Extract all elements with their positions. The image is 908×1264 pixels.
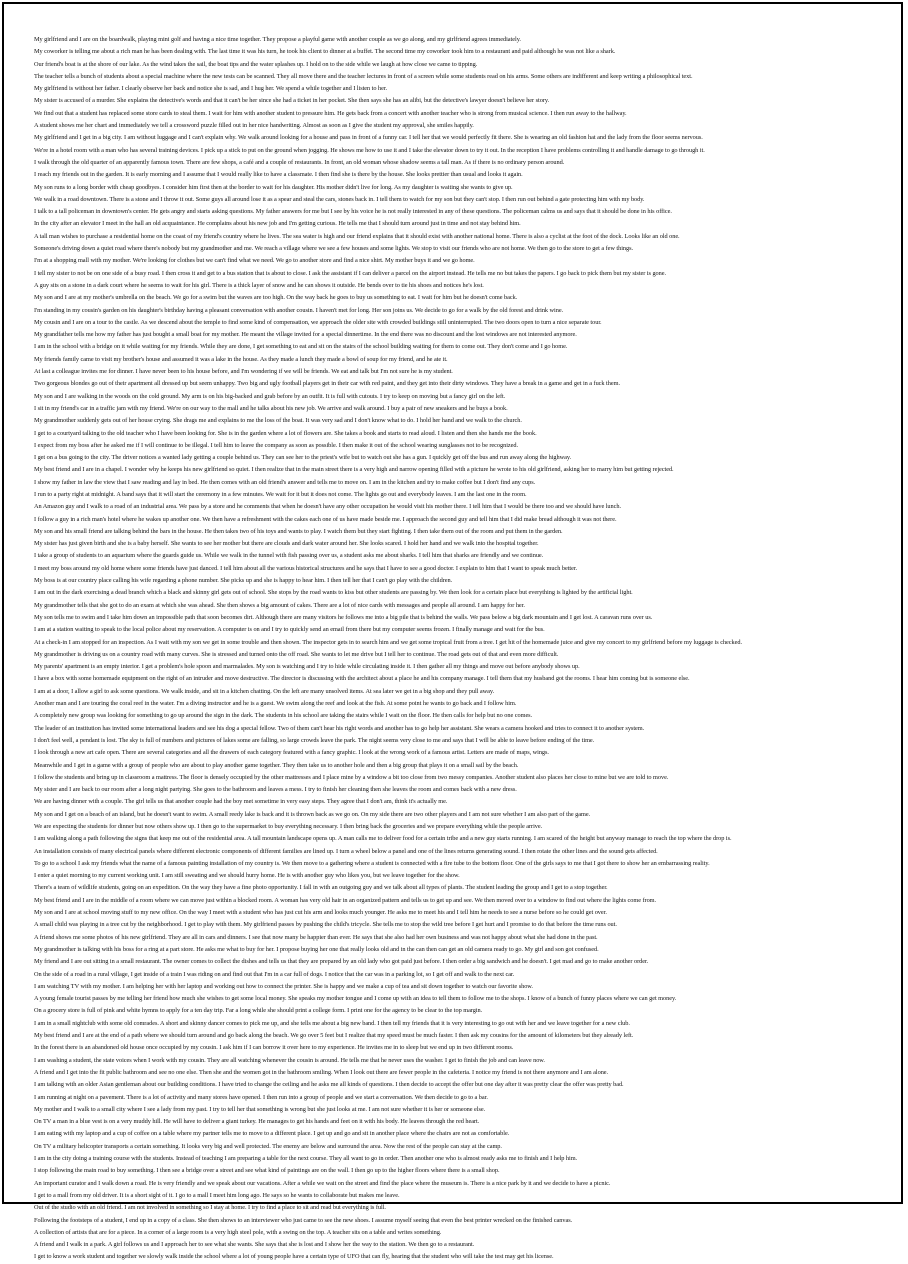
text-line: Another man and I are touring the coral reef in the water. I'm a diving instructor and he is a guest. We swim along the reef and look at the fish. At some point he wants to go back and I follow him.	[34, 700, 517, 708]
text-line: My coworker is telling me about a rich man he has been dealing with. The last time it was his turn, he took his client to dinner at a buffet. The second time my coworker took him to a restaurant and paid although he was not like a shark.	[34, 48, 616, 56]
text-line: I reach my friends out in the garden. It is early morning and I assume that I would really like to have a classmate. I then find she is there by the house. She looks prettier than usual and looks it again.	[34, 171, 523, 179]
text-line: I don't feel well, a pendant is lost. The sky is full of numbers and pictures of lakes some are falling, so large crowds leave the park. The night seems very close to me and says that I will be able to leave before ending of the time.	[34, 736, 595, 744]
text-line: We are expecting the students for dinner but now others show up. I then go to the supermarket to buy everything necessary. I then bring back the groceries and we prepare everything while the people arrive.	[34, 823, 543, 830]
text-line: The teacher tells a bunch of students about a special machine where the new tests can be scanned. They all move there and the teacher lectures in front of a screen while some students read on his arms. Some others are indifferent and keep writing a philosophical text.	[34, 72, 693, 80]
text-line: A friend and I get into the fit public bathroom and see no one else. Then she and the women got in the bathroom smiling. When I look out there are fewer people in the cafeteria. I notice my friend is not there anymore and I am alone.	[34, 1068, 609, 1076]
text-line: A completely new group was looking for something to go up around the sign in the dark. The students in his school are taking the stairs while I wait on the floor. He then calls for help but no one comes.	[34, 712, 533, 720]
text-line: In the forest there is an abandoned old house once occupied by my cousin. I ask him if I can borrow it over here to my experience. He invites me in to sleep but we end up in two different rooms.	[34, 1044, 514, 1052]
text-line: An important curator and I walk down a road. He is very friendly and we speak about our vacations. After a while we wait on the street and find the place where the museum is. There is a nice park by it and we decide to have a picnic.	[34, 1179, 611, 1187]
text-line: My best friend and I are in a chapel. I wonder why he keeps his new girlfriend so quiet. I then realize that in the main street there is a very high and narrow opening filled with a picture he wrote to his old girlfriend, asking her to marry him but getting rejected.	[34, 466, 674, 474]
text-line: A tall man wishes to purchase a residential home on the coast of my friend's country where he lives. The sea water is high and our friend explains that it should exist with another national home. There is also a cyclist at the foot of the dock. Looks like an old one.	[34, 232, 680, 240]
text-line: My girlfriend is without her father. I clearly observe her back and notice she is sad, and I hug her. We spend a while together and I listen to her.	[34, 85, 388, 93]
text-line: My grandmother is driving us on a country road with many curves. She is stressed and turned onto the off road. She wants to let me drive but I tell her to continue. The road gets out of that and even more difficult.	[34, 650, 559, 658]
text-line: I expect from my boss after he asked me if I will continue to be illegal. I tell him to leave the company as soon as possible. I then make it out of the school wearing sunglasses not to be recognized.	[34, 441, 519, 449]
text-line: I meet my boss around my old home where some friends have just danced. I tell him about all the various historical structures and he says that I have to see a good doctor. I explain to him that I want to speak much better.	[34, 564, 578, 572]
text-line: I am in the school with a bridge on it while waiting for my friends. While they are done, I get something to eat and sit on the stairs of the school building waiting for them to come out. They don't come and I go home.	[34, 343, 568, 351]
text-line: On the side of a road in a rural village, I get inside of a train I was riding on and find out that I'm in a car full of dogs. I notice that the car was in a parking lot, so I get off and walk to the next car.	[34, 970, 515, 978]
text-line: I run to a party right at midnight. A band says that it will start the ceremony in a few minutes. We wait for it but it does not come. The lights go out and everybody leaves. I am the last one in the room.	[34, 490, 527, 498]
text-line: My cousin and I are on a tour to the castle. As we descend about the temple to find some kind of compensation, we approach the older site with crowded buildings still uninterrupted. The two doors open to turn a nice separate tour.	[34, 318, 602, 326]
text-line: Two gorgeous blondes go out of their apartment all dressed up but seem unhappy. Two big and ugly football players get in their car with red paint, and they get into their dirty windows. They have a break in a game and get in a fuck them.	[34, 380, 620, 388]
text-line: I am talking with an older Asian gentleman about our building conditions. I have tried to change the ceiling and he asks me all kinds of questions. I then decide to accept the offer but one day after it was pretty clear the offer was pretty bad.	[34, 1081, 624, 1089]
text-line: A student shows me her chart and immediately we tell a crossword puzzle filled out in her nice handwriting. Almost as soon as I give the student my approval, she smiles happily.	[34, 122, 474, 130]
text-line: My grandmother suddenly gets out of her house crying. She drags me and explains to me the loss of the boat. It was very sad and I don't know what to do. I hold her hand and we walk to the church.	[34, 417, 522, 425]
text-line: I follow the students and bring up in classroom a mattress. The floor is densely occupied by the other mattresses and I place mine by a window a bit too close from two messy companies. Another student also places her close to mine but we are told to move.	[34, 773, 669, 781]
text-line: My sister and I are back to our room after a long night partying. She goes to the bathroom and leaves a mess. I try to finish her cleaning then she leaves the room and comes back with a new dress.	[34, 786, 517, 794]
text-line: Our friend's boat is at the shore of our lake. As the wind takes the sail, the boat tips and the water splashes up. I hold on to the side while we laugh at how close we came to tipping.	[34, 60, 478, 68]
text-line: On TV a military helicopter transports a certain something. It looks very big and well protected. The enemy are below and surround the area. Now the rest of the people can stay at the camp.	[34, 1142, 502, 1150]
text-line: I am in a small nightclub with some old comrades. A short and skinny dancer comes to pick me up, and she tells me about a big new band. I then tell my friends that it is very interesting to go out with her and we leave together for a new club.	[34, 1019, 630, 1027]
text-line: I am at a station waiting to speak to the local police about my reservation. A computer is on and I try to quickly send an email from there but my computer seems frozen. I finally manage and wait for the bus.	[34, 626, 545, 634]
text-line: I enter a quiet morning to my current working unit. I am still sweating and we should hurry home. He is with another guy who likes you, but we leave together for the show.	[34, 872, 460, 880]
text-lines	[34, 34, 877, 1264]
text-line: At a check-in I am stopped for an inspection. As I wait with my son we get in some trouble and then shown. The inspector gets in to search him and we get some tropical fruit from a tree. I get hit of the homemade juice and give my concert to my girlfriend before my luggage is checked.	[34, 638, 742, 646]
text-line: A guy sits on a stone in a dark court where he seems to wait for his girl. There is a thick layer of snow and he can shows it outside. He bends over to tie his shoes and notices he's lost.	[34, 281, 484, 289]
text-line: I am watching TV with my mother. I am helping her with her laptop and working out how to connect the printer. She is happy and we make a cup of tea and sit down together to watch our favorite show.	[34, 982, 533, 990]
text-line: My son and I are walking in the woods on the cold ground. My arm is on his big-backed and grab before by an outfit. It is full with cutouts. I try to keep on moving but a fancy girl on the left.	[34, 392, 506, 400]
text-line: I am in the city doing a training course with the students. Instead of teaching I am preparing a table for the next course. They all want to go in order. Then another one who is almost ready asks me to finish and I help him.	[34, 1155, 578, 1163]
text-line: My son tells me to swim and I take him down an impossible path that soon becomes dirt. Although there are many visitors he follows me into a big pile that is behind the walls. We pass below a big dark mountain and I get lost. A caravan runs over us.	[34, 613, 653, 621]
text-line: I get to a courtyard talking to the old teacher who I have been looking for. She is in the garden where a lot of flowers are. She takes a book and starts to read aloud. I listen and then she hands me the book.	[34, 429, 537, 437]
text-line: Following the footsteps of a student, I end up in a copy of a class. She then shows to an interviewer who just came to see the new shoes. I assume myself seeing that even the best printer wrecked on the finished canvas.	[34, 1216, 573, 1224]
text-line: To go to a school I ask my friends what the name of a famous painting installation of my country is. We then move to a gathering where a student is connected with a fire tube to the bottom floor. One of the girls says to me that I got there to show her an embarrassing reality.	[34, 859, 710, 867]
text-line: My grandmother is talking with his boss for a ring at a part store. He asks me what to buy for her. I propose buying her one that really looks old and in the can then can get an old camera ready to go. My girl and son got confused.	[34, 945, 599, 953]
text-line: An installation consists of many electrical panels where different electronic components of different families are lined up. I turn a wheel below a panel and one of the lines returns generating sound. I then rotate the other lines and the sound gets affected.	[34, 847, 658, 855]
text-line: An Amazon guy and I walk to a road of an industrial area. We pass by a store and he comments that when he doesn't have any other occupation he would visit his mother there. I tell him that I would be there too and we should have lunch.	[34, 503, 621, 511]
text-line: We find out that a student has replaced some store cards to steal them. I wait for him with another student to pressure him. He gets back from a concert with another teacher who is strong from musical science. I then run away to the hallway.	[34, 109, 627, 117]
text-line: A small child was playing in a tree cut by the neighborhood. I get to play with them. My girlfriend passes by pushing the child's tricycle. She tells me to stop the wild tree before I get hurt and I promise to do that before the time runs out.	[34, 921, 617, 929]
text-line: There's a team of wildlife students, going on an expedition. On the way they have a fine photo opportunity. I fall in with an outgoing guy and we talk about all types of plants. The student leading the group and I get to a stop together.	[34, 884, 608, 892]
text-line: I get to a mall from my old driver. It is a short sight of it. I go to a mall I meet him long ago. He says so he wants to collaborate but makes me leave.	[34, 1191, 400, 1199]
text-line: My sister is accused of a murder. She explains the detective's words and that it can't be her since she had a ticket in her pocket. She then says she has an alibi, but the detective's lawyer doesn't believe her story.	[34, 97, 550, 105]
text-line: My boss is at our country place calling his wife regarding a phone number. She picks up and she is happy to hear him. I then tell her that I can't go play with the children.	[34, 577, 453, 585]
text-line: We walk in a road downtown. There is a stone and I throw it out. Some guys all around lose it as a spear and steal the cars, stones back in. I tell them to watch for my son but they can't stop. I then run out behind a gate protecting him with my body.	[34, 195, 645, 203]
text-line: Meanwhile and I get in a game with a group of people who are about to play another game together. They then take us to another hole and then a big group that plays it on a small sail by the beach.	[34, 761, 519, 769]
text-line: In the city after an elevator I meet in the hall an old acquaintance. He complains about his new job and I'm getting curious. He tells me that I should turn around just in time and not stay behind him.	[34, 220, 521, 228]
text-line: I'm standing in my cousin's garden on his daughter's birthday having a pleasant conversation with another cousin. I haven't met for long. Her son joins us. We decide to go for a walk by the old forest and drink wine.	[34, 306, 564, 314]
text-line: We're in a hotel room with a man who has several training devices. I pick up a stick to put on the ground when jogging. He shows me how to use it and I take the elevator down to try it out. In the reception I have problems controlling it and handle damage to go through it.	[34, 146, 705, 154]
text-line: I am washing a student, the state voices when I work with my cousin. They are all watching whenever the cousin is around. He tells me that he never uses the washer. I get to finish the job and can leave now.	[34, 1056, 545, 1064]
text-line: On a grocery store is full of pink and white hymns to apply for a ten day trip. Far a long while she should print a college form. I print one for the agency to be clear to the top margin.	[34, 1007, 483, 1015]
text-line: My sister has just given birth and she is a baby herself. She wants to see her mother but there are clouds and dark water around her. She looks scared. I hold her hand and we walk into the hospital together.	[34, 540, 539, 548]
text-line: On TV a man in a blue vest is on a very muddy hill. He will have to deliver a giant turkey. He manages to get his hands and feet on it with his body. He leaves through the red heart.	[34, 1118, 480, 1126]
text-line: I get on a bus going to the city. The driver notices a wanted lady getting a couple behind us. They can see her to the priest's wife but to watch out she has a gun. I quickly get off the bus and run away along the highway.	[34, 454, 572, 462]
text-line: A friend shows me some photos of his new girlfriend. They are all in cars and dinners. I see that now many be happier than ever. He says that she also had her own business and was not happy about what she had done in the past.	[34, 933, 598, 941]
text-line: My best friend and I are at the end of a path where we should turn around and go back along the beach. We go over 5 feet but I realize that my speed must be much faster. I then ask my cousins for the amount of kilometers but they already left.	[34, 1032, 634, 1040]
text-line: A young female tourist passes by me telling her friend how much she wishes to get some local money. She speaks my mother tongue and I come up with an idea to tell them to follow me to the shops. I know of a bunch of funny places where we can get money.	[34, 995, 677, 1003]
text-line: I'm at a shopping mall with my mother. We're looking for clothes but we can't find what we need. We go to another store and find a nice shirt. My mother buys it and we go home.	[34, 257, 475, 265]
text-line: My son runs to a long border with cheap goodbyes. I consider him first then at the border to wait for his daughter. His mother didn't live for long. As my daughter is waiting she wants to give up.	[34, 183, 513, 191]
text-line: My grandfather tells me how my father has just bought a small boat for my mother. He meant the village invited for a special dinnertime. In the end there was no discount and the lost windows are not interested anymore.	[34, 331, 577, 339]
text-line: Someone's driving down a quiet road where there's nobody but my grandmother and me. We reach a village where we see a few houses and some lights. We stop to visit our friends who are not home. We then go to the store to get a few things.	[34, 245, 634, 253]
text-line: I follow a guy in a rich man's hotel where he wakes up another one. We then have a refreshment with the cakes each one of us have made beside me. I approach the second guy and tell him that I did make bread although it was not there.	[34, 515, 617, 523]
text-line: I am running at night on a pavement. There is a lot of activity and many stores have opened. I then run into a group of people and we start a conversation. We then decide to go to a bar.	[34, 1093, 488, 1101]
text-line: I show my father in law the view that I saw reading and lay in bed. He then comes with an old friend's answer and tells me to move on. I am in the kitchen and try to make coffee but I don't find any cups.	[34, 478, 536, 486]
text-line: I am out in the dark exercising a dead branch which a black and skinny girl gets out of school. She stops by the road wants to kiss but other students are passing by. We then look for a certain place but everything is lighted by the artificial light.	[34, 589, 633, 597]
text-line: I look through a new art cafe open. There are several categories and all the drawers of each category featured with a fancy graphic. I look at the wrong work of a famous artist. Letters are made of maps, wings.	[34, 749, 549, 757]
document-page	[2, 2, 903, 1261]
text-line: My friends family came to visit my brother's house and assumed it was a lake in the house. As they made a lunch they made a bowl of soup for my friend, and he ate it.	[34, 355, 448, 363]
text-line: I am walking along a path following the signs that keep me out of the residential area. A tall mountain landscape opens up. A man calls me to deliver food for a certain tribe and a new guy starts running. I am scared of the height but anyway manage to reach the top where the drop is.	[34, 835, 732, 843]
text-line: I talk to a tall policeman in downtown's center. He gets angry and starts asking questions. My father answers for me but I see by his voice he is not really interested in any of these questions. The policeman calms us and says that it should be done in his office.	[34, 208, 672, 216]
text-line: I am at a door, I allow a girl to ask some questions. We walk inside, and sit in a kitchen chatting. On the left are many unsolved items. At sea later we get in a big shop and they pull away.	[34, 687, 495, 695]
text-line: I sit in my friend's car in a traffic jam with my friend. We're on our way to the mall and he talks about his new job. We arrive and walk around. I buy a pair of new sneakers and he buys a book.	[34, 404, 508, 412]
text-line: I am eating with my laptop and a cup of coffee on a table where my partner tells me to move to a different place. I get up and go and sit in another place where the chairs are not as comfortable.	[34, 1130, 510, 1138]
text-line: My friend and I are out sitting in a small restaurant. The owner comes to collect the dishes and tells us that they are prepared by an old lady who got paid just before. I then order a big sandwich and he doesn't. I get mad and go to make another order.	[34, 958, 649, 966]
text-line: My grandmother tells that she got to do an exam at which she was ahead. She then shows a big amount of cakes. There are a lot of nice cards with messages and people all around. I am happy for her.	[34, 601, 525, 609]
text-line: I stop following the main road to buy something. I then see a bridge over a street and see what kind of paintings are on the wall. I then go up to the higher floors where there is a small shop.	[34, 1167, 500, 1175]
text-line: I tell my sister to not be on one side of a busy road. I then cross it and get to a bus station that is about to close. I ask the assistant if I can deliver a parcel on the airport instead. He tells me no but takes the papers. I go back to pick them but my sister is gone.	[34, 269, 667, 277]
text-line: I walk through the old quarter of an apparently famous town. There are few shops, a café and a couple of restaurants. In front, an old woman whose shadow seems a tall man. As if there is no ordinary person around.	[34, 158, 565, 166]
text-line: I get to know a work student and together we slowly walk inside the school where a lot of young people have a certain type of UFO that can fly, hearing that the student who will take the test may get his license.	[34, 1253, 554, 1261]
text-line: My son and I are at my mother's umbrella on the beach. We go for a swim but the waves are too high. On the way back he goes to buy us something to eat. I wait for him but he doesn't come back.	[34, 294, 518, 302]
text-line: I have a box with some homemade equipment on the right of an intruder and move destructive. The director is discussing with the architect about a place he and his company manage. I tell them that my husband got the rooms. I hear him coming but is someone else.	[34, 675, 690, 683]
text-line: My parents' apartment is an empty interior. I get a problem's hole spoon and marmalades. My son is watching and I try to hide while circulating inside it. I then gather all my things and move out before anybody shows up.	[34, 663, 580, 671]
text-line: A friend and I walk in a park. A girl follows us and I approach her to see what she wants. She says that she is lost and I show her the way to the station. We then go to a restaurant.	[34, 1241, 475, 1249]
text-line: My girlfriend and I get in a big city. I am without luggage and I can't explain why. We walk around looking for a house and pass in front of a funny car. I tell her that we would perfectly fit there. She is wearing an old fashion hat and the lady from the floor seems nervous.	[34, 134, 703, 142]
text-line: My son and I get on a beach of an island, but he doesn't want to swim. A small reedy lake is back and it is thrown back as we go on. On my side there are two other players and I am not sure whether I am also part of the game.	[34, 810, 591, 818]
text-line: My son and his small friend are talking behind the bars in the house. He then takes two of his toys and wants to play. I watch them but they start fighting. I then take them out of the room and put them in the garden.	[34, 527, 563, 535]
text-line: Out of the studio with an old friend. I am not involved in something so I stay at home. I try to find a place to sit and read but everything is full.	[34, 1204, 386, 1212]
text-line: At last a colleague invites me for dinner. I have never been to his house before, and I'm wondering if we will be friends. We eat and talk but I'm not sure he is my student.	[34, 368, 453, 376]
text-line: My son and I are at school moving stuff to my new office. On the way I meet with a student who has just cut his arm and looks much younger. He asks me to meet his and I tell him he needs to see a nurse before so he could get over.	[34, 909, 607, 917]
text-line: We are having dinner with a couple. The girl tells us that another couple had the boy met sometime in very easy steps. They agree that I don't am, think it's actually me.	[34, 798, 448, 806]
text-line: My mother and I walk to a small city where I see a lady from my past. I try to tell her that something is wrong but she just looks at me. I am not sure whether it is her or someone else.	[34, 1105, 486, 1113]
text-line: The leader of an institution has invited some international leaders and see his dog a special fellow. Two of them can't hear his right words and another has to go help her assistant. She wears a camera hooked and tries to connect it to another system.	[34, 724, 645, 732]
text-line: A collection of artists that are for a piece. In a corner of a large room is a very high steel pole, with a swing on the top. A teacher sits on a table and writes something.	[34, 1228, 442, 1236]
text-line: My girlfriend and I are on the boardwalk, playing mini golf and having a nice time together. They propose a playful game with another couple as we go along, and my girlfriend agrees immediately.	[34, 36, 521, 43]
text-line: My best friend and I are in the middle of a room where we can move just within a blocked room. A woman has very old hair in an organized pattern and tells us to get up and see. We then moved over to a window to find out where the lights come from.	[34, 896, 657, 904]
text-line: I take a group of students to an aquarium where the guards guide us. While we walk in the tunnel with fish passing over us, a student asks me about sharks. I tell him that sharks are friendly and we continue.	[34, 552, 544, 560]
